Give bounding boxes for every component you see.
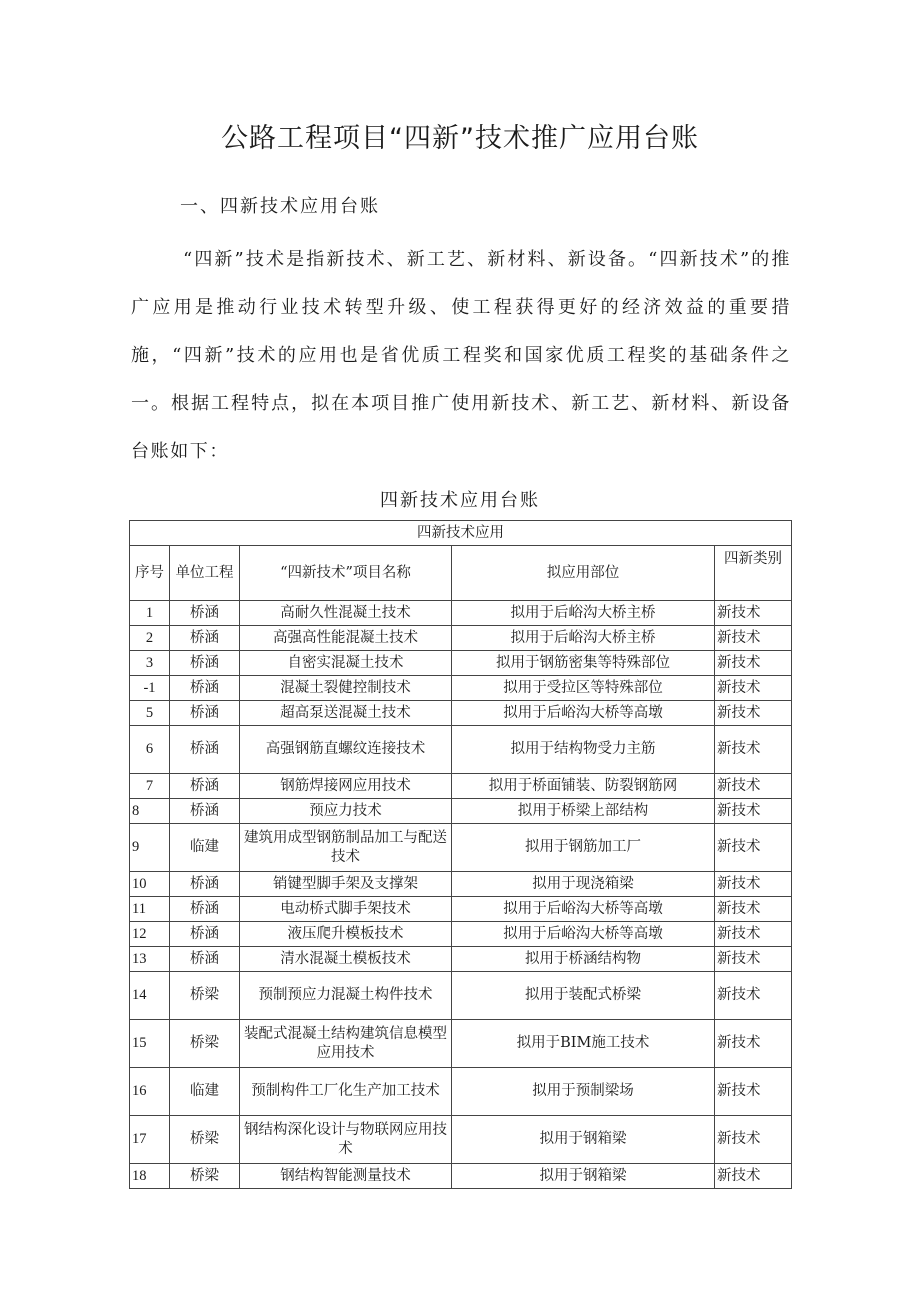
cell-no: 6 [130,726,170,774]
cell-location: 拟用于现浇箱梁 [452,872,715,897]
cell-unit: 桥涵 [170,601,240,626]
cell-location: 拟用于桥面铺装、防裂钢筋网 [452,774,715,799]
cell-unit: 桥涵 [170,701,240,726]
cell-category: 新技术 [715,626,792,651]
cell-category: 新技术 [715,799,792,824]
cell-no: 16 [130,1068,170,1116]
cell-location: 拟用于后峪沟大桥主桥 [452,601,715,626]
cell-unit: 桥梁 [170,1164,240,1189]
table-row [130,701,792,726]
cell-location: 拟用于后峪沟大桥主桥 [452,626,715,651]
cell-unit: 桥涵 [170,897,240,922]
cell-no: 8 [130,799,170,824]
cell-category: 新技术 [715,947,792,972]
cell-location: 拟用于结构物受力主筋 [452,726,715,774]
cell-no: -1 [130,676,170,701]
table-row [130,897,792,922]
col-header-name: “四新技术”项目名称 [240,546,452,601]
cell-unit: 桥梁 [170,1116,240,1164]
cell-name: 装配式混凝土结构建筑信息模型应用技术 [240,1020,452,1068]
four-new-tech-table [129,520,792,1189]
cell-location: 拟用于钢筋密集等特殊部位 [452,651,715,676]
cell-no: 3 [130,651,170,676]
cell-unit: 临建 [170,1068,240,1116]
document-title: 公路工程项目“四新”技术推广应用台账 [221,123,699,154]
cell-location: 拟用于钢筋加工厂 [452,824,715,872]
table-column-header-row [130,546,792,601]
cell-no: 17 [130,1116,170,1164]
cell-no: 2 [130,626,170,651]
table-row [130,972,792,1020]
intro-paragraph-text: “四新”技术是指新技术、新工艺、新材料、新设备。“四新技术”的推广应用是推动行业技术转型升级、使工程获得更好的经济效益的重要措施，“四新”技术的应用也是省优质工程奖和国家优质工程奖的基础条件之一。根据工程特点，拟在本项目推广使用新技术、新工艺、新材料、新设备台账如下： [131,249,791,462]
cell-name: 预制预应力混凝土构件技术 [240,972,452,1020]
cell-location: 拟用于BIM施工技术 [452,1020,715,1068]
cell-name: 预应力技术 [240,799,452,824]
cell-unit: 桥涵 [170,922,240,947]
table-row [130,651,792,676]
cell-no: 1 [130,601,170,626]
cell-no: 14 [130,972,170,1020]
table-row [130,922,792,947]
cell-category: 新技术 [715,701,792,726]
col-header-no: 序号 [130,546,170,601]
cell-location: 拟用于桥涵结构物 [452,947,715,972]
cell-name: 钢筋焊接网应用技术 [240,774,452,799]
cell-location: 拟用于后峪沟大桥等高墩 [452,897,715,922]
cell-unit: 桥涵 [170,651,240,676]
cell-unit: 桥涵 [170,726,240,774]
cell-name: 高耐久性混凝土技术 [240,601,452,626]
cell-name: 超高泵送混凝土技术 [240,701,452,726]
table-caption: 四新技术应用台账 [380,490,540,511]
col-header-category: 四新类别 [715,546,792,601]
cell-no: 12 [130,922,170,947]
table-row [130,601,792,626]
table-row [130,1116,792,1164]
cell-name: 钢结构智能测量技术 [240,1164,452,1189]
cell-category: 新技术 [715,972,792,1020]
cell-name: 自密实混凝土技术 [240,651,452,676]
cell-category: 新技术 [715,601,792,626]
table-row [130,1164,792,1189]
cell-location: 拟用于钢箱梁 [452,1116,715,1164]
cell-unit: 桥涵 [170,676,240,701]
cell-name: 预制构件工厂化生产加工技术 [240,1068,452,1116]
col-header-unit: 单位工程 [170,546,240,601]
cell-name: 电动桥式脚手架技术 [240,897,452,922]
cell-unit: 桥涵 [170,626,240,651]
table-row [130,626,792,651]
cell-location: 拟用于钢箱梁 [452,1164,715,1189]
cell-unit: 桥涵 [170,774,240,799]
cell-name: 销键型脚手架及支撑架 [240,872,452,897]
cell-location: 拟用于后峪沟大桥等高墩 [452,922,715,947]
intro-paragraph [131,236,791,476]
cell-unit: 桥涵 [170,872,240,897]
table-row [130,1020,792,1068]
cell-unit: 临建 [170,824,240,872]
cell-unit: 桥涵 [170,947,240,972]
cell-name: 建筑用成型钢筋制品加工与配送技术 [240,824,452,872]
table-row [130,872,792,897]
cell-category: 新技术 [715,676,792,701]
cell-name: 清水混凝土模板技术 [240,947,452,972]
cell-category: 新技术 [715,872,792,897]
cell-category: 新技术 [715,1116,792,1164]
cell-name: 混凝土裂健控制技术 [240,676,452,701]
cell-location: 拟用于装配式桥梁 [452,972,715,1020]
cell-no: 18 [130,1164,170,1189]
cell-category: 新技术 [715,1020,792,1068]
cell-category: 新技术 [715,774,792,799]
table-row [130,726,792,774]
cell-no: 10 [130,872,170,897]
cell-location: 拟用于桥梁上部结构 [452,799,715,824]
cell-category: 新技术 [715,824,792,872]
section-heading: 一、四新技术应用台账 [180,196,380,217]
table-row [130,947,792,972]
cell-no: 13 [130,947,170,972]
cell-location: 拟用于受拉区等特殊部位 [452,676,715,701]
cell-category: 新技术 [715,897,792,922]
cell-no: 11 [130,897,170,922]
cell-name: 钢结构深化设计与物联网应用技术 [240,1116,452,1164]
cell-unit: 桥梁 [170,1020,240,1068]
cell-name: 高强高性能混凝土技术 [240,626,452,651]
table-group-header: 四新技术应用 [130,521,792,546]
cell-no: 15 [130,1020,170,1068]
cell-no: 5 [130,701,170,726]
cell-category: 新技术 [715,1164,792,1189]
table-row [130,799,792,824]
col-header-location: 拟应用部位 [452,546,715,601]
table-row [130,676,792,701]
cell-unit: 桥涵 [170,799,240,824]
table-row [130,1068,792,1116]
cell-name: 液压爬升模板技术 [240,922,452,947]
cell-unit: 桥梁 [170,972,240,1020]
cell-name: 高强钢筋直螺纹连接技术 [240,726,452,774]
cell-no: 9 [130,824,170,872]
cell-no: 7 [130,774,170,799]
cell-category: 新技术 [715,1068,792,1116]
cell-category: 新技术 [715,726,792,774]
table-row [130,774,792,799]
cell-category: 新技术 [715,922,792,947]
cell-category: 新技术 [715,651,792,676]
cell-location: 拟用于预制梁场 [452,1068,715,1116]
table-row [130,824,792,872]
cell-location: 拟用于后峪沟大桥等高墩 [452,701,715,726]
